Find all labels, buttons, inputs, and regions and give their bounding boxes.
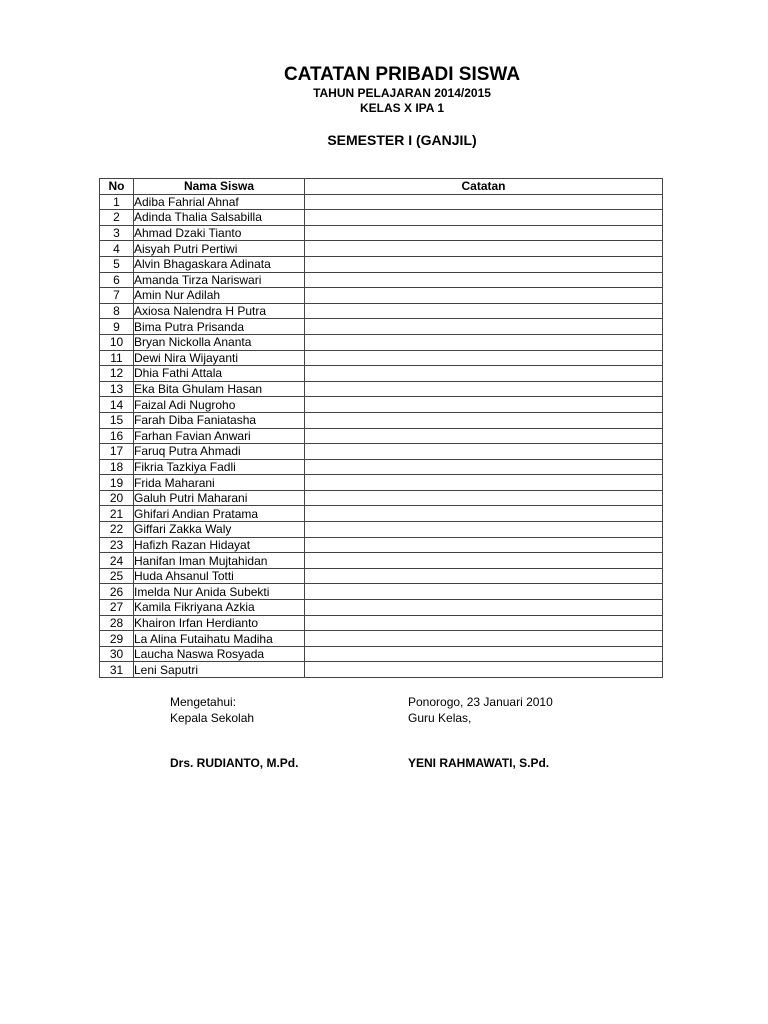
principal-title: Kepala Sekolah — [170, 711, 255, 725]
student-name: Axiosa Nalendra H Putra — [134, 303, 305, 319]
note-cell — [305, 490, 663, 506]
table-row — [100, 334, 663, 350]
note-cell — [305, 428, 663, 444]
note-cell — [305, 646, 663, 662]
row-number: 10 — [100, 334, 134, 350]
student-name: Amanda Tirza Nariswari — [134, 272, 305, 288]
row-number: 9 — [100, 319, 134, 335]
note-cell — [305, 303, 663, 319]
table-row — [100, 366, 663, 382]
table-row — [100, 256, 663, 272]
note-cell — [305, 600, 663, 616]
student-name: Hafizh Razan Hidayat — [134, 537, 305, 553]
table-row — [100, 584, 663, 600]
column-header-no: No — [100, 179, 134, 195]
row-number: 7 — [100, 288, 134, 304]
note-cell — [305, 444, 663, 460]
row-number: 12 — [100, 366, 134, 382]
student-name: Kamila Fikriyana Azkia — [134, 600, 305, 616]
student-name: Hanifan Iman Mujtahidan — [134, 553, 305, 569]
note-cell — [305, 350, 663, 366]
table-row — [100, 397, 663, 413]
table-row — [100, 194, 663, 210]
table-row — [100, 381, 663, 397]
note-cell — [305, 210, 663, 226]
note-cell — [305, 334, 663, 350]
student-name: Galuh Putri Maharani — [134, 490, 305, 506]
table-row — [100, 631, 663, 647]
row-number: 20 — [100, 490, 134, 506]
student-name: Giffari Zakka Waly — [134, 522, 305, 538]
note-cell — [305, 475, 663, 491]
row-number: 26 — [100, 584, 134, 600]
student-name: Ahmad Dzaki Tianto — [134, 225, 305, 241]
table-row — [100, 646, 663, 662]
row-number: 6 — [100, 272, 134, 288]
row-number: 2 — [100, 210, 134, 226]
student-name: Imelda Nur Anida Subekti — [134, 584, 305, 600]
table-row — [100, 272, 663, 288]
row-number: 15 — [100, 412, 134, 428]
row-number: 18 — [100, 459, 134, 475]
table-row — [100, 522, 663, 538]
note-cell — [305, 631, 663, 647]
row-number: 19 — [100, 475, 134, 491]
row-number: 16 — [100, 428, 134, 444]
note-cell — [305, 459, 663, 475]
table-row — [100, 412, 663, 428]
row-number: 22 — [100, 522, 134, 538]
row-number: 4 — [100, 241, 134, 257]
note-cell — [305, 568, 663, 584]
teacher-name: YENI RAHMAWATI, S.Pd. — [408, 756, 550, 770]
note-cell — [305, 662, 663, 678]
principal-name: Drs. RUDIANTO, M.Pd. — [170, 756, 299, 770]
student-name: Laucha Naswa Rosyada — [134, 646, 305, 662]
table-row — [100, 615, 663, 631]
student-notes-table — [99, 178, 663, 678]
student-name: Alvin Bhagaskara Adinata — [134, 256, 305, 272]
note-cell — [305, 412, 663, 428]
note-cell — [305, 194, 663, 210]
note-cell — [305, 225, 663, 241]
row-number: 11 — [100, 350, 134, 366]
row-number: 30 — [100, 646, 134, 662]
student-name: Faizal Adi Nugroho — [134, 397, 305, 413]
row-number: 14 — [100, 397, 134, 413]
table-header-row — [100, 179, 663, 195]
table-body — [100, 194, 663, 677]
row-number: 8 — [100, 303, 134, 319]
student-name: Ghifari Andian Pratama — [134, 506, 305, 522]
student-name: Adinda Thalia Salsabilla — [134, 210, 305, 226]
student-name: Farah Diba Faniatasha — [134, 412, 305, 428]
note-cell — [305, 522, 663, 538]
table-row — [100, 490, 663, 506]
row-number: 29 — [100, 631, 134, 647]
student-name: La Alina Futaihatu Madiha — [134, 631, 305, 647]
student-name: Bima Putra Prisanda — [134, 319, 305, 335]
note-cell — [305, 272, 663, 288]
student-name: Khairon Irfan Herdianto — [134, 615, 305, 631]
note-cell — [305, 397, 663, 413]
student-name: Adiba Fahrial Ahnaf — [134, 194, 305, 210]
table-row — [100, 428, 663, 444]
table-row — [100, 459, 663, 475]
note-cell — [305, 381, 663, 397]
semester-label: SEMESTER I (GANJIL) — [327, 132, 477, 148]
row-number: 25 — [100, 568, 134, 584]
row-number: 5 — [100, 256, 134, 272]
table-row — [100, 568, 663, 584]
note-cell — [305, 584, 663, 600]
row-number: 21 — [100, 506, 134, 522]
table-row — [100, 350, 663, 366]
student-name: Faruq Putra Ahmadi — [134, 444, 305, 460]
acknowledged-label: Mengetahui: — [170, 695, 237, 709]
document-title: CATATAN PRIBADI SISWA — [283, 64, 521, 85]
table-row — [100, 444, 663, 460]
table-row — [100, 506, 663, 522]
student-name: Aisyah Putri Pertiwi — [134, 241, 305, 257]
teacher-title: Guru Kelas, — [408, 711, 472, 725]
table-row — [100, 210, 663, 226]
note-cell — [305, 506, 663, 522]
table-row — [100, 225, 663, 241]
table-row — [100, 600, 663, 616]
row-number: 31 — [100, 662, 134, 678]
student-name: Leni Saputri — [134, 662, 305, 678]
table-row — [100, 288, 663, 304]
row-number: 13 — [100, 381, 134, 397]
table-row — [100, 537, 663, 553]
note-cell — [305, 256, 663, 272]
student-name: Frida Maharani — [134, 475, 305, 491]
column-header-note: Catatan — [305, 179, 663, 195]
row-number: 27 — [100, 600, 134, 616]
note-cell — [305, 615, 663, 631]
column-header-name: Nama Siswa — [134, 179, 305, 195]
student-name: Bryan Nickolla Ananta — [134, 334, 305, 350]
student-name: Eka Bita Ghulam Hasan — [134, 381, 305, 397]
table-row — [100, 241, 663, 257]
academic-year: TAHUN PELAJARAN 2014/2015 — [313, 86, 491, 100]
note-cell — [305, 537, 663, 553]
student-name: Dewi Nira Wijayanti — [134, 350, 305, 366]
table-row — [100, 662, 663, 678]
table-row — [100, 319, 663, 335]
table-row — [100, 475, 663, 491]
student-name: Dhia Fathi Attala — [134, 366, 305, 382]
class-name: KELAS X IPA 1 — [359, 101, 445, 115]
row-number: 1 — [100, 194, 134, 210]
student-name: Farhan Favian Anwari — [134, 428, 305, 444]
place-date: Ponorogo, 23 Januari 2010 — [408, 695, 553, 709]
student-name: Fikria Tazkiya Fadli — [134, 459, 305, 475]
note-cell — [305, 366, 663, 382]
table-row — [100, 553, 663, 569]
student-name: Huda Ahsanul Totti — [134, 568, 305, 584]
note-cell — [305, 553, 663, 569]
note-cell — [305, 319, 663, 335]
note-cell — [305, 288, 663, 304]
row-number: 28 — [100, 615, 134, 631]
note-cell — [305, 241, 663, 257]
row-number: 17 — [100, 444, 134, 460]
row-number: 3 — [100, 225, 134, 241]
student-name: Amin Nur Adilah — [134, 288, 305, 304]
row-number: 23 — [100, 537, 134, 553]
table-row — [100, 303, 663, 319]
row-number: 24 — [100, 553, 134, 569]
